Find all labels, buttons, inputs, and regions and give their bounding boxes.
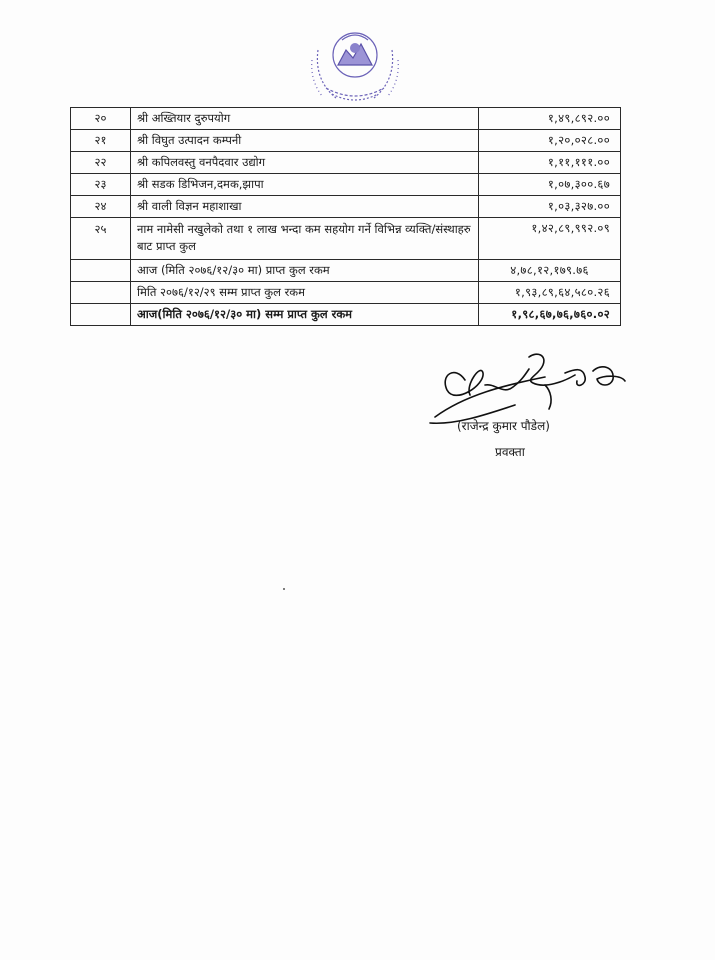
table-row bbox=[71, 174, 621, 196]
amount: १,११,१११.०० bbox=[479, 152, 621, 174]
serial-number: २४ bbox=[71, 196, 131, 218]
empty-cell bbox=[71, 304, 131, 326]
government-seal bbox=[298, 10, 413, 120]
total-row-previous bbox=[71, 282, 621, 304]
donor-name: नाम नामेसी नखुलेको तथा १ लाख भन्दा कम सहयोग गर्ने विभिन्न व्यक्ति/संस्थाहरु बाट प्राप्त कुल bbox=[131, 218, 479, 260]
serial-number: २१ bbox=[71, 130, 131, 152]
amount: १,२०,०२८.०० bbox=[479, 130, 621, 152]
serial-number: २० bbox=[71, 108, 131, 130]
total-amount: १,९३,८९,६४,५८०.२६ bbox=[479, 282, 621, 304]
donor-name: श्री वाली विज्ञन महाशाखा bbox=[131, 196, 479, 218]
total-label: आज (मिति २०७६/१२/३० मा) प्राप्त कुल रकम bbox=[131, 260, 479, 282]
contribution-table bbox=[70, 107, 621, 326]
signer-name: (राजेन्द्र कुमार पौडेल) bbox=[457, 419, 550, 433]
grand-total-label: आज(मिति २०७६/१२/३० मा) सम्म प्राप्त कुल रकम bbox=[131, 304, 479, 326]
signer-title: प्रवक्ता bbox=[495, 445, 525, 459]
serial-number: २३ bbox=[71, 174, 131, 196]
scan-speck bbox=[283, 588, 285, 590]
donor-name: श्री कपिलवस्तु वनपैदवार उद्योग bbox=[131, 152, 479, 174]
serial-number: २२ bbox=[71, 152, 131, 174]
empty-cell bbox=[71, 260, 131, 282]
amount: १,४२,८९,९९२.०९ bbox=[479, 218, 621, 260]
amount: १,४९,८९२.०० bbox=[479, 108, 621, 130]
amount: १,०७,३००.६७ bbox=[479, 174, 621, 196]
donor-name: श्री अख्तियार दुरुपयोग bbox=[131, 108, 479, 130]
table-row bbox=[71, 218, 621, 260]
table-row bbox=[71, 196, 621, 218]
grand-total-row bbox=[71, 304, 621, 326]
table-row bbox=[71, 130, 621, 152]
amount: १,०३,३२७.०० bbox=[479, 196, 621, 218]
total-row-today bbox=[71, 260, 621, 282]
table-row bbox=[71, 108, 621, 130]
donor-name: श्री विघुत उत्पादन कम्पनी bbox=[131, 130, 479, 152]
total-label: मिति २०७६/१२/२९ सम्म प्राप्त कुल रकम bbox=[131, 282, 479, 304]
donor-name: श्री सडक डिभिजन,दमक,झापा bbox=[131, 174, 479, 196]
table-row bbox=[71, 152, 621, 174]
serial-number: २५ bbox=[71, 218, 131, 260]
seal-emblem-icon bbox=[298, 10, 413, 120]
empty-cell bbox=[71, 282, 131, 304]
total-amount: ४,७८,१२,१७९.७६ bbox=[479, 260, 621, 282]
grand-total-amount: १,९८,६७,७६,७६०.०२ bbox=[479, 304, 621, 326]
